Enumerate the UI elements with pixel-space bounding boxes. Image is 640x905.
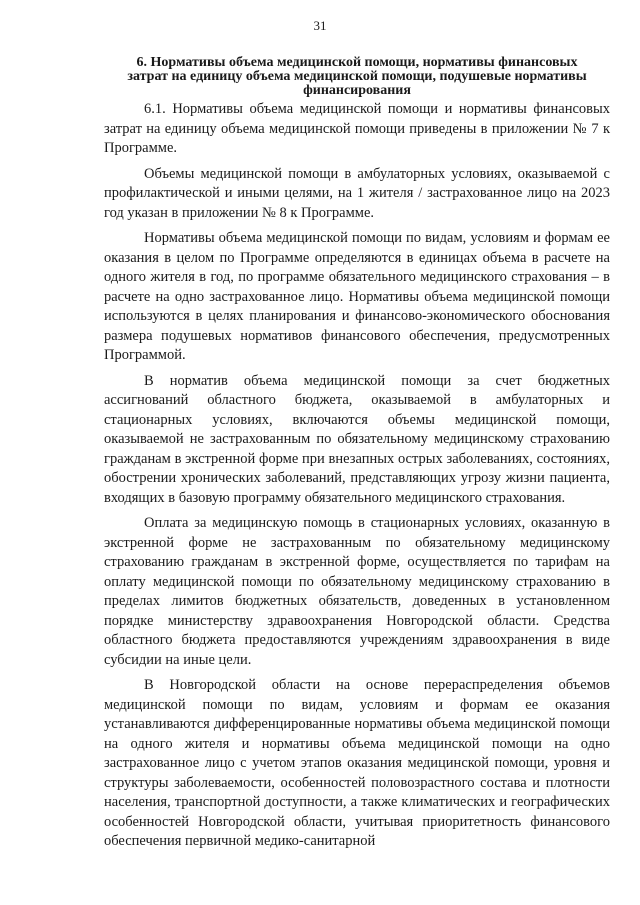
paragraph-6-1: 6.1. Нормативы объема медицинской помощи и нормативы финансовых затрат на единицу объема медицинской помощи приведены в приложении № 7 к Программе. — [104, 101, 610, 156]
section-heading: 6. Нормативы объема медицинской помощи, нормативы финансовых затрат на единицу объема медицинской помощи, подушевые нормативы финансирования — [127, 55, 587, 98]
page-number: 31 — [313, 18, 327, 33]
document-body — [104, 56, 610, 858]
paragraph-budget-norm: В норматив объема медицинской помощи за счет бюджетных ассигнований областного бюджета, оказываемой в амбулаторных и стационарных условиях, включаются объемы медицинской помощи, оказываемой не застрахованным по обязательному медицинскому страхованию гражданам в экстренной форме при внезапных острых заболеваниях, состояниях, обострении хронических заболеваний, представляющих угрозу жизни пациента, входящих в базовую программу обязательного медицинского страхования. — [104, 372, 610, 506]
paragraph-payment: Оплата за медицинскую помощь в стационарных условиях, оказанную в экстренной форме не застрахованным по обязательному медицинскому страхованию гражданам в экстренной форме, осуществляется по тарифам на оплату медицинской помощи по обязательному медицинскому страхованию в пределах лимитов бюджетных обязательств, доведенных в установленном порядке министерству здравоохранения Новгородской области. Средства областного бюджета предоставляются учреждениям здравоохранения в виде субсидии на иные цели. — [104, 515, 610, 668]
paragraph-novgorod-norms: В Новгородской области на основе перераспределения объемов медицинской помощи по видам, условиям и формам ее оказания устанавливаются дифференцированные нормативы объема медицинской помощи на одного жителя и нормативы объема медицинской помощи на одно застрахованное лицо с учетом этапов оказания медицинской помощи, уровня и структуры заболеваемости, особенностей половозрастного состава и плотности населения, транспортной доступности, а также климатических и географических особенностей Новгородской области, учитывая приоритетность финансового обеспечения первичной медико-санитарной — [104, 677, 610, 849]
paragraph-ambulatory-volumes: Объемы медицинской помощи в амбулаторных условиях, оказываемой с профилактической и иными целями, на 1 жителя / застрахованное лицо на 2023 год указан в приложении № 8 к Программе. — [104, 165, 610, 221]
paragraph-volume-norms: Нормативы объема медицинской помощи по видам, условиям и формам ее оказания в целом по Программе определяются в единицах объема в расчете на одного жителя в год, по программе обязательного медицинского страхования – в расчете на одно застрахованное лицо. Нормативы объема медицинской помощи используются в целях планирования и финансово-экономического обоснования размера подушевых нормативов финансового обеспечения, предусмотренных Программой. — [104, 230, 610, 363]
